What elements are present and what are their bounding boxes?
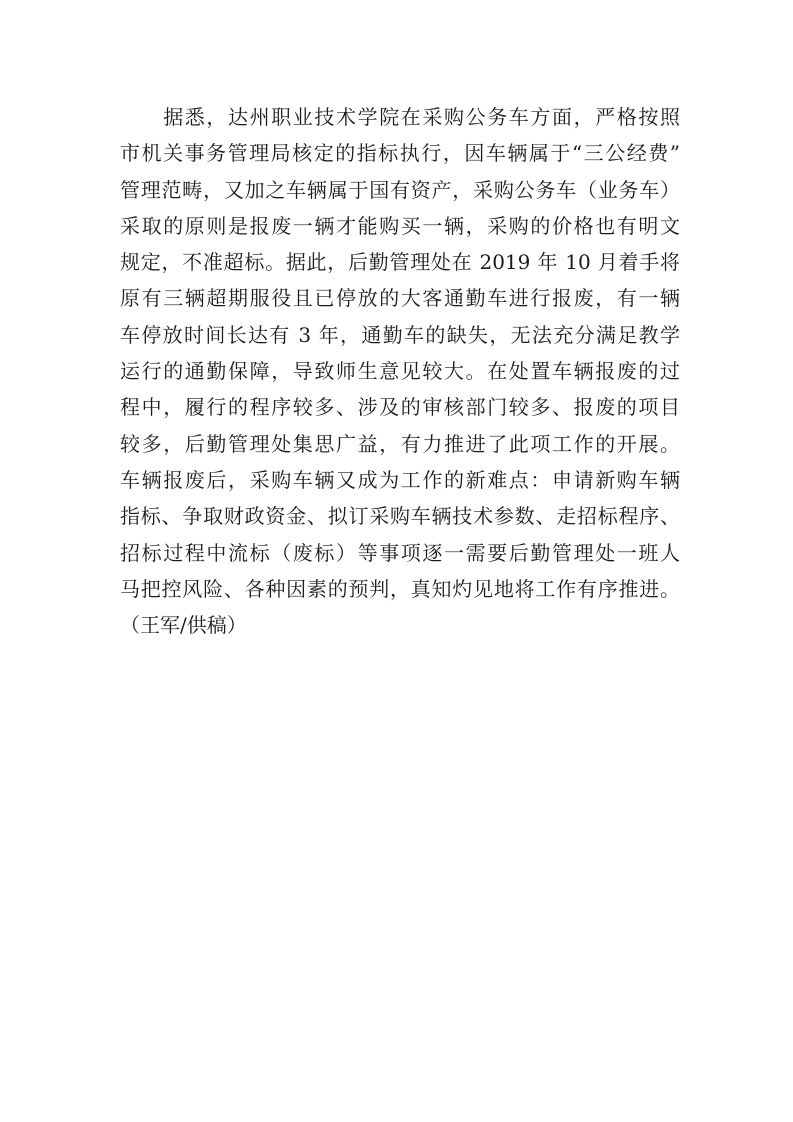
author-credit: （王军/供稿） bbox=[120, 613, 247, 638]
text-line: 指标、争取财政资金、拟订采购车辆技术参数、走招标程序、 bbox=[120, 504, 680, 529]
text-line: 较多，后勤管理处集思广益，有力推进了此项工作的开展。 bbox=[120, 431, 680, 456]
text-line: 运行的通勤保障，导致师生意见较大。在处置车辆报废的过 bbox=[120, 359, 680, 384]
text-line: 招标过程中流标（废标）等事项逐一需要后勤管理处一班人 bbox=[120, 540, 680, 565]
text-line: 管理范畴，又加之车辆属于国有资产，采购公务车（业务车） bbox=[120, 177, 680, 202]
text-line: 市机关事务管理局核定的指标执行，因车辆属于“三公经费” bbox=[120, 141, 680, 166]
text-line: 规定，不准超标。据此，后勤管理处在 2019 年 10 月着手将 bbox=[120, 250, 680, 275]
text-line: 马把控风险、各种因素的预判，真知灼见地将工作有序推进。 bbox=[120, 576, 680, 601]
text-line: 车辆报废后，采购车辆又成为工作的新难点：申请新购车辆 bbox=[120, 467, 680, 492]
text-line: 采取的原则是报废一辆才能购买一辆，采购的价格也有明文 bbox=[120, 213, 680, 238]
article-paragraph bbox=[120, 99, 680, 643]
text-line: 据悉，达州职业技术学院在采购公务车方面，严格按照 bbox=[120, 105, 680, 129]
text-line: 车停放时间长达有 3 年，通勤车的缺失，无法充分满足教学 bbox=[120, 322, 680, 347]
text-line: 程中，履行的程序较多、涉及的审核部门较多、报废的项目 bbox=[120, 395, 680, 420]
text-line: 原有三辆超期服役且已停放的大客通勤车进行报废，有一辆 bbox=[120, 286, 680, 311]
